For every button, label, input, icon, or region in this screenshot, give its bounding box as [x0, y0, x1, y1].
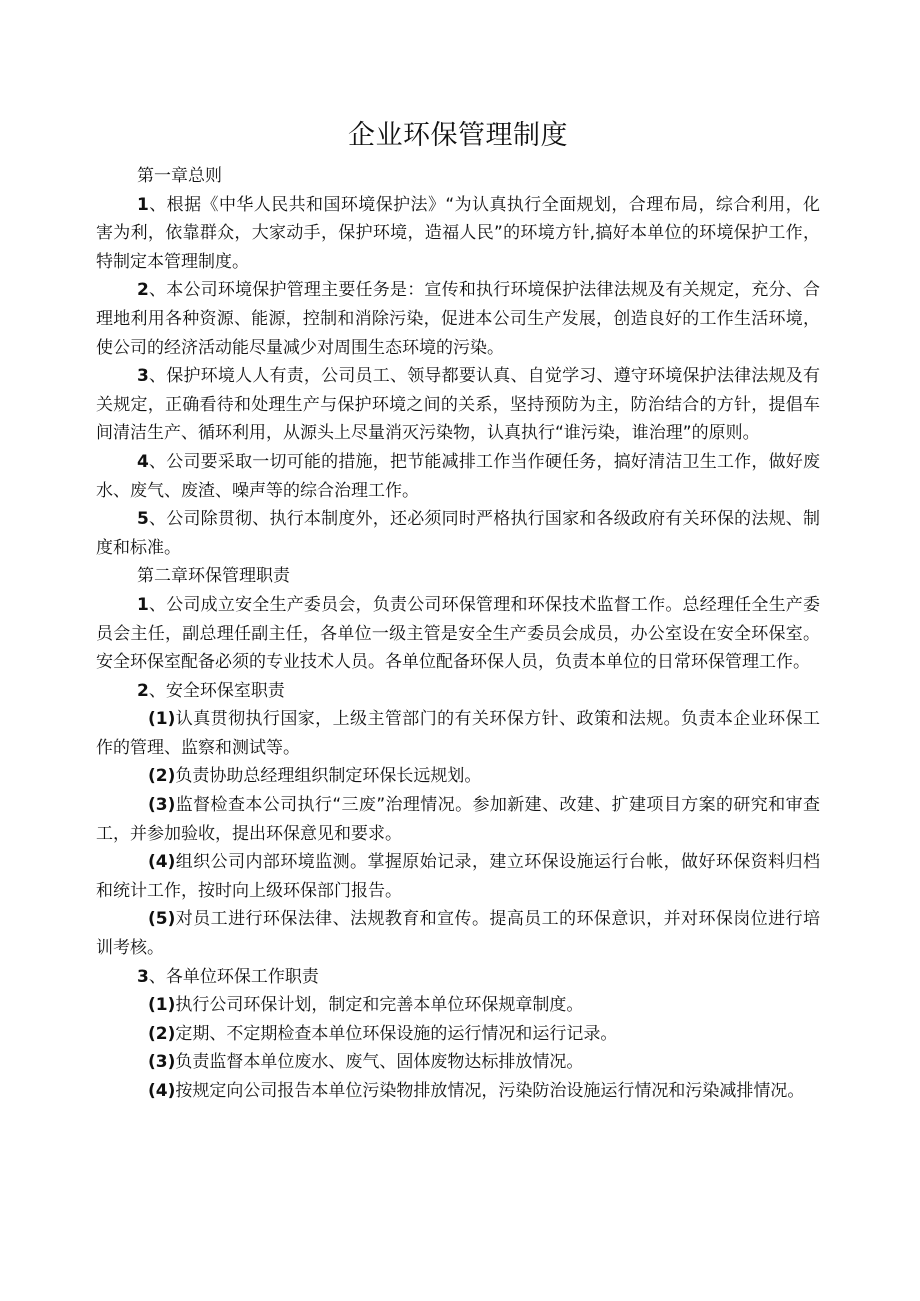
subitem-text: 执行公司环保计划，制定和完善本单位环保规章制度。 — [175, 995, 584, 1016]
chapter-2-item-2-sub-1 — [96, 705, 820, 762]
subitem-text: 认真贯彻执行国家，上级主管部门的有关环保方针、政策和法规。负责本企业环保工作的管理、监察和测试等。 — [96, 709, 820, 758]
subitem-number: (4) — [148, 852, 176, 873]
chapter-2-item-3-sub-1 — [96, 991, 820, 1020]
item-number: 2 — [137, 680, 149, 701]
item-number: 2 — [137, 280, 149, 301]
item-text: 、公司要采取一切可能的措施，把节能减排工作当作硬任务，搞好清洁卫生工作，做好废水、废气、废渣、噪声等的综合治理工作。 — [96, 451, 820, 501]
item-text: 、根据《中华人民共和国环境保护法》“为认真执行全面规划，合理布局，综合利用，化害为利，依靠群众，大家动手，保护环境，造福人民”的环境方针,搞好本单位的环境保护工作，特制定本管理制度。 — [96, 194, 820, 272]
chapter-2-item-2-heading — [96, 677, 820, 706]
document-page — [96, 112, 820, 1106]
subitem-text: 对员工进行环保法律、法规教育和宣传。提高员工的环保意识，并对环保岗位进行培训考核。 — [96, 909, 820, 959]
chapter-1-heading: 第一章总则 — [137, 166, 222, 186]
item-text: 、公司成立安全生产委员会，负责公司环保管理和环保技术监督工作。总经理任全生产委员会主任，副总理任副主任，各单位一级主管是安全生产委员会成员，办公室设在安全环保室。安全环保室配备必须的专业技术人员。各单位配备环保人员，负责本单位的日常环保管理工作。 — [96, 594, 820, 673]
item-text: 、公司除贯彻、执行本制度外，还必须同时严格执行国家和各级政府有关环保的法规、制度和标准。 — [96, 509, 820, 558]
subitem-text: 负责监督本单位废水、废气、固体废物达标排放情况。 — [175, 1052, 584, 1073]
chapter-2-item-2-sub-3 — [96, 791, 820, 848]
subitem-number: (1) — [148, 709, 176, 730]
item-text: 、本公司环境保护管理主要任务是：宣传和执行环境保护法律法规及有关规定，充分、合理地利用各种资源、能源，控制和消除污染，促进本公司生产发展，创造良好的工作生活环境，使公司的经济活动能尽量减少对周围生态环境的污染。 — [96, 280, 820, 358]
chapter-1-item-2 — [96, 276, 820, 362]
subitem-text: 监督检查本公司执行“三废”治理情况。参加新建、改建、扩建项目方案的研究和审查工，并参加验收，提出环保意见和要求。 — [96, 795, 820, 844]
chapter-1-item-5 — [96, 505, 820, 562]
chapter-1-item-3 — [96, 362, 820, 448]
item-number: 1 — [137, 194, 149, 215]
chapter-2-item-2-sub-5 — [96, 905, 820, 962]
subitem-number: (2) — [148, 1023, 176, 1044]
item-text: 、各单位环保工作职责 — [148, 966, 319, 987]
chapter-2-heading: 第二章环保管理职责 — [137, 566, 290, 587]
chapter-1-item-1 — [96, 191, 820, 277]
subitem-number: (5) — [148, 909, 176, 930]
chapter-2-item-3-sub-2 — [96, 1020, 820, 1049]
chapter-2-item-3-sub-4 — [96, 1077, 820, 1106]
item-number: 3 — [137, 966, 149, 987]
chapter-2-item-3-heading — [96, 963, 820, 992]
subitem-text: 负责协助总经理组织制定环保长远规划。 — [175, 766, 482, 787]
subitem-number: (2) — [148, 766, 176, 787]
subitem-text: 定期、不定期检查本单位环保设施的运行情况和运行记录。 — [175, 1023, 618, 1044]
chapter-2-item-2-sub-2 — [96, 762, 820, 791]
item-number: 3 — [137, 366, 149, 387]
chapter-2-item-1 — [96, 591, 820, 677]
chapter-1-item-4 — [96, 448, 820, 505]
item-number: 5 — [137, 509, 149, 530]
subitem-number: (3) — [148, 795, 176, 816]
chapter-2-item-3-sub-3 — [96, 1048, 820, 1077]
subitem-number: (3) — [148, 1052, 176, 1073]
subitem-number: (4) — [148, 1081, 176, 1101]
subitem-number: (1) — [148, 995, 176, 1016]
subitem-text: 组织公司内部环境监测。掌握原始记录，建立环保设施运行台帐，做好环保资料归档和统计工作，按时向上级环保部门报告。 — [96, 852, 820, 901]
item-number: 1 — [137, 594, 149, 615]
item-text: 、安全环保室职责 — [148, 680, 285, 701]
item-number: 4 — [137, 451, 149, 472]
chapter-2-item-2-sub-4 — [96, 848, 820, 905]
document-title: 企业环保管理制度 — [348, 120, 568, 151]
item-text: 、保护环境人人有责，公司员工、领导都要认真、自觉学习、遵守环境保护法律法规及有关规定，正确看待和处理生产与保护环境之间的关系，坚持预防为主，防治结合的方针，提倡车间清洁生产、循环利用，从源头上尽量消灭污染物，认真执行“谁污染，谁治理”的原则。 — [96, 366, 820, 444]
subitem-text: 按规定向公司报告本单位污染物排放情况，污染防治设施运行情况和污染减排情况。 — [175, 1081, 805, 1101]
